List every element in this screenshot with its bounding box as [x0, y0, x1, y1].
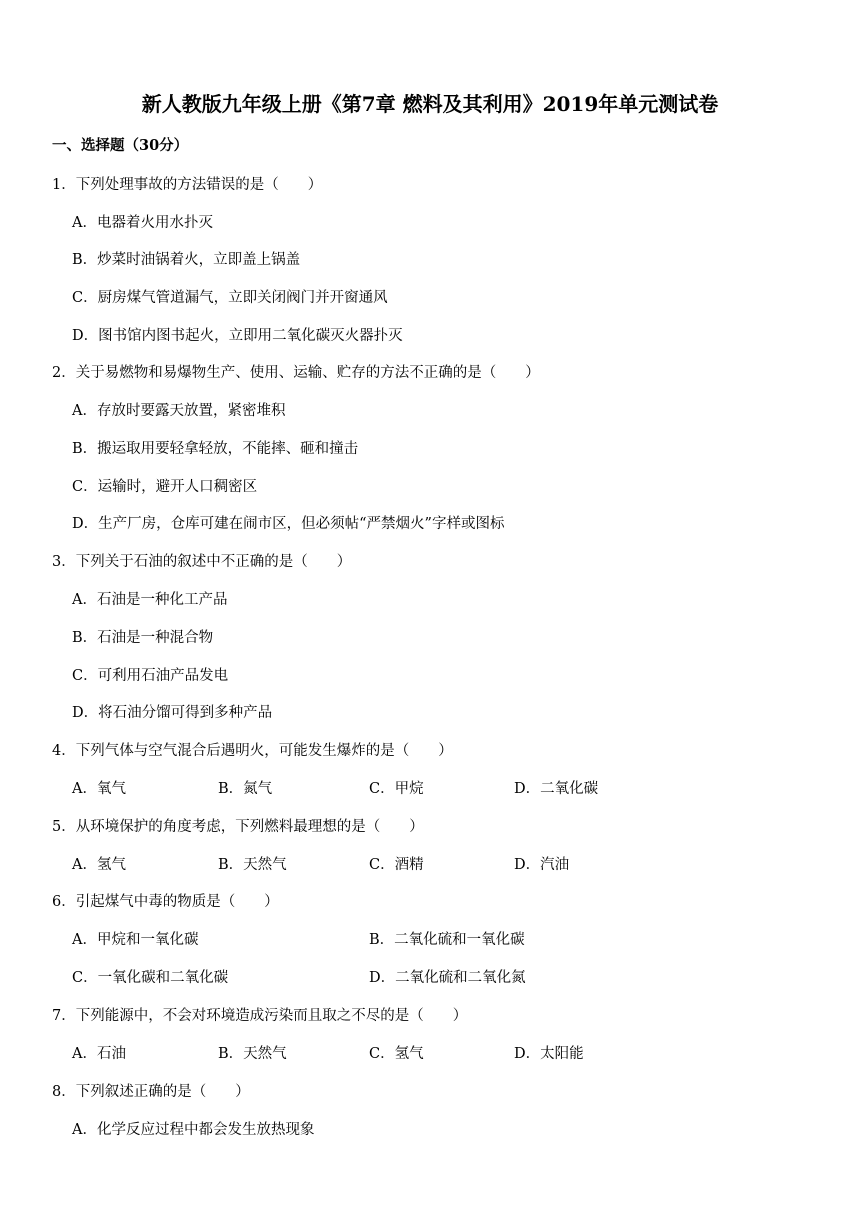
- question-1-option-d: D．图书馆内图书起火，立即用二氧化碳灭火器扑灭: [72, 328, 403, 344]
- question-2-option-c: C．运输时，避开人口稠密区: [72, 479, 258, 495]
- question-1-stem: 1．下列处理事故的方法错误的是（ ）: [52, 177, 323, 193]
- question-5-option-b: B．天然气: [218, 857, 287, 873]
- question-2-option-b: B．搬运取用要轻拿轻放，不能摔、砸和撞击: [72, 441, 359, 457]
- question-6-option-b: B．二氧化硫和一氧化碳: [369, 932, 525, 948]
- question-3-option-c: C．可利用石油产品发电: [72, 668, 229, 684]
- question-4-option-c: C．甲烷: [369, 781, 424, 797]
- question-7-option-b: B．天然气: [218, 1046, 287, 1062]
- question-3-stem: 3．下列关于石油的叙述中不正确的是（ ）: [52, 554, 352, 570]
- question-4-option-d: D．二氧化碳: [514, 781, 599, 797]
- question-7-stem: 7．下列能源中，不会对环境造成污染而且取之不尽的是（ ）: [52, 1008, 468, 1024]
- question-2-option-a: A．存放时要露天放置，紧密堆积: [72, 403, 286, 419]
- question-1-option-c: C．厨房煤气管道漏气，立即关闭阀门并开窗通风: [72, 290, 388, 306]
- question-4-stem: 4．下列气体与空气混合后遇明火，可能发生爆炸的是（ ）: [52, 743, 453, 759]
- question-1-option-a: A．电器着火用水扑灭: [72, 215, 213, 231]
- question-4-option-b: B．氮气: [218, 781, 273, 797]
- question-5-option-c: C．酒精: [369, 857, 424, 873]
- question-7-option-c: C．氢气: [369, 1046, 424, 1062]
- question-1-option-b: B．炒菜时油锅着火，立即盖上锅盖: [72, 252, 301, 268]
- question-6-stem: 6．引起煤气中毒的物质是（ ）: [52, 894, 279, 910]
- question-8-stem: 8．下列叙述正确的是（ ）: [52, 1084, 250, 1100]
- page-title: 新人教版九年级上册《第7章 燃料及其利用》2019年单元测试卷: [141, 92, 719, 116]
- question-7-option-d: D．太阳能: [514, 1046, 584, 1062]
- question-3-option-a: A．石油是一种化工产品: [72, 592, 228, 608]
- question-5-stem: 5．从环境保护的角度考虑，下列燃料最理想的是（ ）: [52, 819, 424, 835]
- question-6-option-c: C．一氧化碳和二氧化碳: [72, 970, 229, 986]
- question-5-option-d: D．汽油: [514, 857, 570, 873]
- question-3-option-d: D．将石油分馏可得到多种产品: [72, 705, 273, 721]
- question-2-stem: 2．关于易燃物和易爆物生产、使用、运输、贮存的方法不正确的是（ ）: [52, 365, 540, 381]
- question-5-option-a: A．氢气: [72, 857, 126, 873]
- question-6-option-a: A．甲烷和一氧化碳: [72, 932, 199, 948]
- question-2-option-d: D．生产厂房，仓库可建在闹市区，但必须帖“严禁烟火”字样或图标: [72, 516, 505, 532]
- question-6-option-d: D．二氧化硫和二氧化氮: [369, 970, 526, 986]
- section-heading: 一、选择题（30分）: [52, 137, 189, 154]
- question-7-option-a: A．石油: [72, 1046, 126, 1062]
- question-8-option-a: A．化学反应过程中都会发生放热现象: [72, 1122, 315, 1138]
- question-3-option-b: B．石油是一种混合物: [72, 630, 214, 646]
- question-4-option-a: A．氧气: [72, 781, 126, 797]
